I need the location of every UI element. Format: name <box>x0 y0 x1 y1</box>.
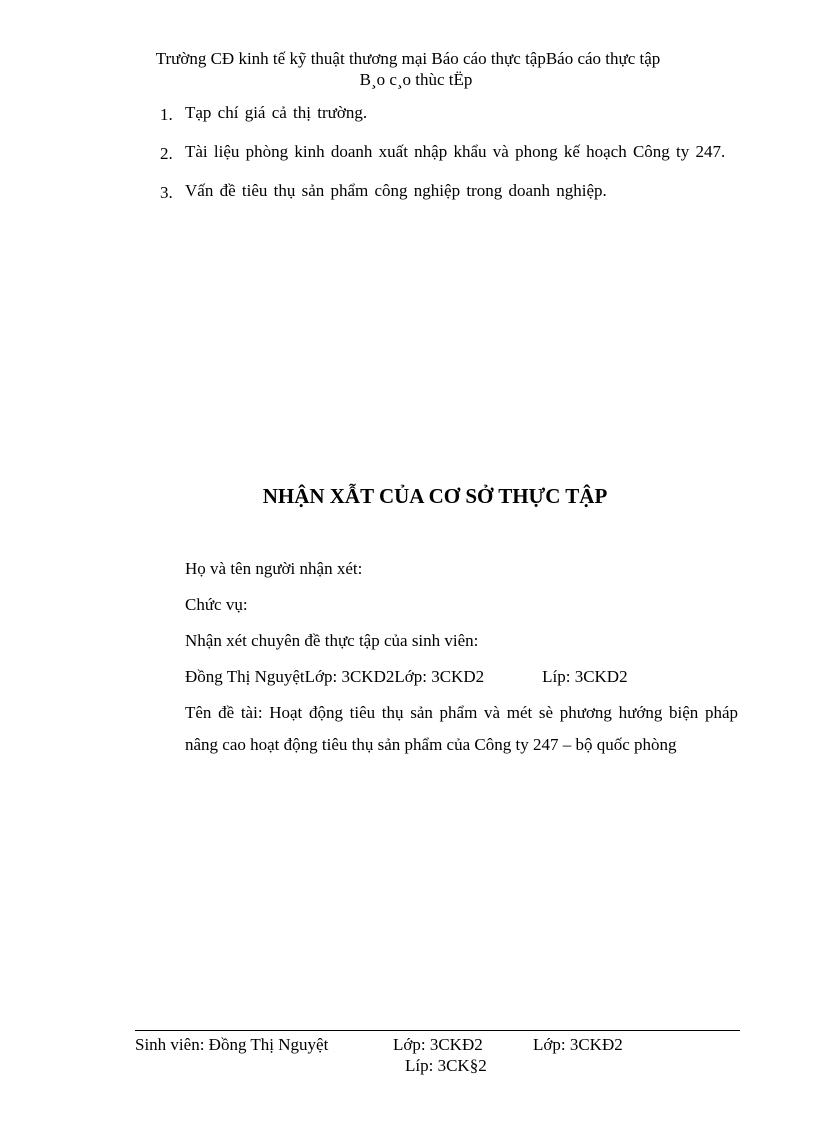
reference-text: Vấn đề tiêu thụ sản phẩm công nghiệp trong doanh nghiệp. <box>185 181 607 200</box>
reference-text: Tài liệu phòng kinh doanh xuất nhập khẩu và phong kế hoạch Công ty 247. <box>185 142 726 161</box>
student-class: Líp: 3CKD2 <box>542 667 628 686</box>
header-school-line: Trường CĐ kinh tế kỹ thuật thương mại Báo cáo thực tậpBáo cáo thực tập <box>155 49 661 68</box>
reference-number: 2. <box>160 144 173 163</box>
footer-class-repeat: Lớp: 3CKĐ2 <box>533 1035 623 1054</box>
footer-class-legacy: Líp: 3CK§2 <box>405 1056 487 1075</box>
footer-student: Sinh viên: Đồng Thị Nguyệt <box>135 1035 329 1054</box>
position-label: Chức vụ: <box>185 595 248 614</box>
reviewer-name-label: Họ và tên người nhận xét: <box>185 559 363 578</box>
review-section <box>185 553 738 761</box>
footer-divider <box>135 1030 740 1031</box>
page-footer <box>135 1034 740 1076</box>
student-name-class: Đồng Thị NguyệtLớp: 3CKD2Lớp: 3CKD2 <box>185 667 485 686</box>
comment-label: Nhận xét chuyên đề thực tập của sinh viên: <box>185 631 479 650</box>
student-line <box>185 661 738 693</box>
footer-class: Lớp: 3CKĐ2 <box>393 1035 483 1054</box>
topic-text: Tên đề tài: Hoạt động tiêu thụ sản phẩm và mét sè phương hướng biện pháp nâng cao hoạt động tiêu thụ sản phẩm của Công ty 247 – bộ quốc phòng <box>185 703 738 754</box>
reference-item <box>160 176 738 205</box>
page-header <box>0 48 816 90</box>
reference-item <box>160 98 738 127</box>
reference-number: 1. <box>160 105 173 124</box>
reference-item <box>160 137 738 166</box>
reference-list <box>160 98 738 215</box>
header-report-line: B¸o c¸o thùc tËp <box>359 70 473 89</box>
reference-text: Tạp chí giá cả thị trường. <box>185 103 368 122</box>
reference-number: 3. <box>160 183 173 202</box>
review-title: NHẬN XẪT CỦA CƠ SỞ THỰC TẬP <box>262 484 608 508</box>
